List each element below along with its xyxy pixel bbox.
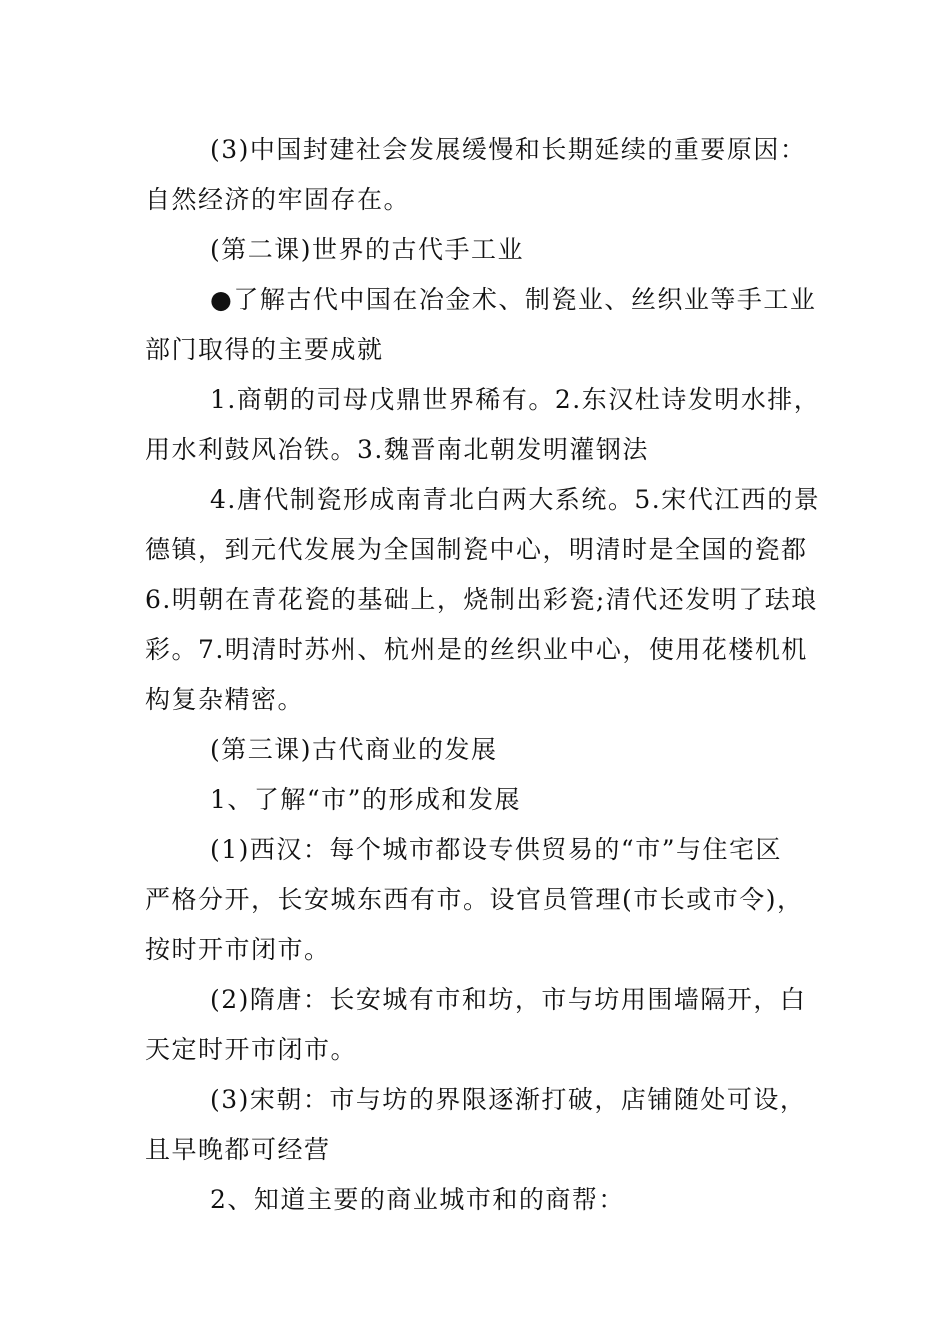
text-line: 彩。7.明清时苏州、杭州是的丝织业中心，使用花楼机机	[145, 635, 808, 664]
text-line: ●了解古代中国在冶金术、制瓷业、丝织业等手工业	[210, 285, 817, 314]
text-line: 1.商朝的司母戊鼎世界稀有。2.东汉杜诗发明水排，	[210, 385, 821, 414]
text-line: 4.唐代制瓷形成南青北白两大系统。5.宋代江西的景	[210, 485, 821, 514]
text-line: 用水利鼓风冶铁。3.魏晋南北朝发明灌钢法	[145, 435, 649, 464]
text-line: 6.明朝在青花瓷的基础上，烧制出彩瓷;清代还发明了珐琅	[145, 585, 818, 614]
text-line: 严格分开，长安城东西有市。设官员管理(市长或市令)，	[145, 885, 804, 914]
text-line: 德镇，到元代发展为全国制瓷中心，明清时是全国的瓷都	[145, 535, 808, 564]
text-line: (3)中国封建社会发展缓慢和长期延续的重要原因：	[210, 135, 807, 164]
text-line: 部门取得的主要成就	[145, 335, 384, 364]
text-line: 按时开市闭市。	[145, 935, 331, 964]
text-line: (2)隋唐：长安城有市和坊，市与坊用围墙隔开，白	[210, 985, 807, 1014]
section-heading: (第二课)世界的古代手工业	[210, 235, 525, 264]
text-line: 自然经济的牢固存在。	[145, 185, 411, 214]
section-heading: (第三课)古代商业的发展	[210, 735, 498, 764]
text-line: 构复杂精密。	[145, 685, 305, 714]
text-line: (3)宋朝：市与坊的界限逐渐打破，店铺随处可设，	[210, 1085, 807, 1114]
text-line: (1)西汉：每个城市都设专供贸易的“市”与住宅区	[210, 835, 782, 864]
text-line: 天定时开市闭市。	[145, 1035, 358, 1064]
text-line: 1、了解“市”的形成和发展	[210, 785, 521, 814]
text-line: 且早晚都可经营	[145, 1135, 331, 1164]
text-line: 2、知道主要的商业城市和的商帮：	[210, 1185, 625, 1214]
